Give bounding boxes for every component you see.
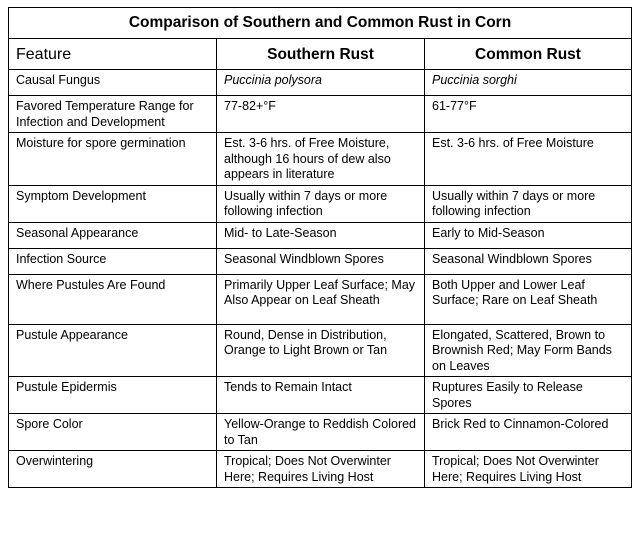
common-rust-cell: Est. 3-6 hrs. of Free Moisture [425,133,632,186]
header-southern-rust: Southern Rust [217,39,425,70]
common-rust-cell: Elongated, Scattered, Brown to Brownish Red; May Form Bands on Leaves [425,324,632,377]
common-rust-cell-italic-text: Puccinia sorghi [432,73,517,87]
feature-cell: Moisture for spore germination [9,133,217,186]
header-feature: Feature [9,39,217,70]
southern-rust-cell: Mid- to Late-Season [217,222,425,248]
southern-rust-cell: Tends to Remain Intact [217,377,425,414]
common-rust-cell: Early to Mid-Season [425,222,632,248]
southern-rust-cell: Tropical; Does Not Overwinter Here; Requires Living Host [217,451,425,488]
feature-cell: Pustule Appearance [9,324,217,377]
feature-cell: Seasonal Appearance [9,222,217,248]
southern-rust-cell: Primarily Upper Leaf Surface; May Also Appear on Leaf Sheath [217,274,425,324]
table-row [9,222,632,248]
southern-rust-cell [217,70,425,96]
common-rust-cell: Usually within 7 days or more following infection [425,185,632,222]
feature-cell: Overwintering [9,451,217,488]
common-rust-cell [425,70,632,96]
common-rust-cell: Tropical; Does Not Overwinter Here; Requires Living Host [425,451,632,488]
feature-cell: Infection Source [9,248,217,274]
comparison-table [8,7,632,488]
southern-rust-cell: Seasonal Windblown Spores [217,248,425,274]
feature-cell: Where Pustules Are Found [9,274,217,324]
table-title: Comparison of Southern and Common Rust in Corn [9,8,632,39]
southern-rust-cell: Round, Dense in Distribution, Orange to Light Brown or Tan [217,324,425,377]
feature-cell: Causal Fungus [9,70,217,96]
title-row [9,8,632,39]
feature-cell: Spore Color [9,414,217,451]
table-row [9,414,632,451]
table-row [9,324,632,377]
common-rust-cell: Both Upper and Lower Leaf Surface; Rare on Leaf Sheath [425,274,632,324]
common-rust-cell: 61-77°F [425,96,632,133]
header-common-rust: Common Rust [425,39,632,70]
feature-cell: Pustule Epidermis [9,377,217,414]
southern-rust-cell: 77-82+°F [217,96,425,133]
table-row [9,70,632,96]
southern-rust-cell: Usually within 7 days or more following infection [217,185,425,222]
common-rust-cell: Seasonal Windblown Spores [425,248,632,274]
southern-rust-cell-italic-text: Puccinia polysora [224,73,322,87]
table-row [9,377,632,414]
southern-rust-cell: Yellow-Orange to Reddish Colored to Tan [217,414,425,451]
comparison-table-container [8,7,632,488]
table-row [9,96,632,133]
table-row [9,274,632,324]
table-row [9,185,632,222]
common-rust-cell: Ruptures Easily to Release Spores [425,377,632,414]
feature-cell: Symptom Development [9,185,217,222]
feature-cell: Favored Temperature Range for Infection and Development [9,96,217,133]
table-row [9,248,632,274]
table-row [9,133,632,186]
table-row [9,451,632,488]
header-row [9,39,632,70]
common-rust-cell: Brick Red to Cinnamon-Colored [425,414,632,451]
southern-rust-cell: Est. 3-6 hrs. of Free Moisture, although 16 hours of dew also appears in literature [217,133,425,186]
